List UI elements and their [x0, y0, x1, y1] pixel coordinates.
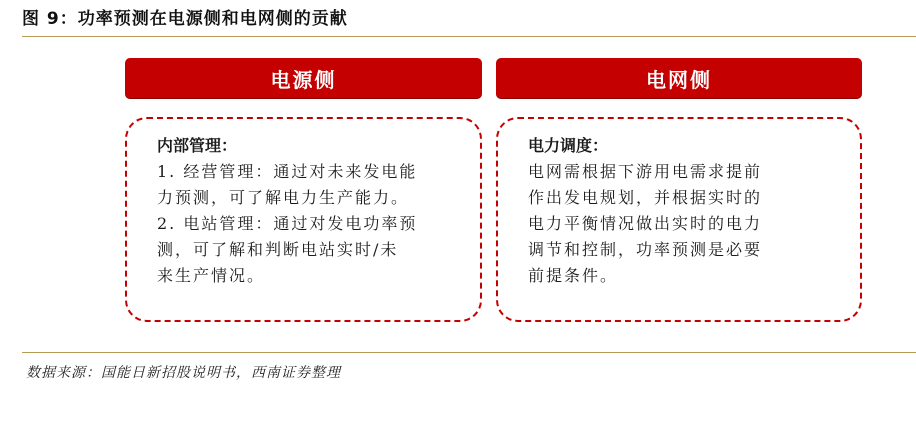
top-divider	[22, 36, 916, 37]
data-source-note: 数据来源：国能日新招股说明书，西南证券整理	[26, 365, 341, 381]
figure-title: 图 9：功率预测在电源侧和电网侧的贡献	[22, 9, 348, 29]
right-line-1: 电网需根据下游用电需求提前	[528, 162, 763, 181]
right-line-4: 调节和控制，功率预测是必要	[528, 240, 763, 259]
grid-side-box	[496, 117, 862, 322]
left-line-5: 来生产情况。	[157, 266, 266, 285]
power-source-side-header: 电源侧	[125, 58, 482, 98]
right-line-3: 电力平衡情况做出实时的电力	[528, 214, 763, 233]
power-dispatch-heading: 电力调度：	[528, 136, 609, 155]
power-source-side-box	[125, 117, 482, 322]
bottom-divider	[22, 352, 916, 353]
right-line-2: 作出发电规划，并根据实时的	[528, 188, 763, 207]
grid-side-header: 电网侧	[496, 58, 862, 98]
internal-management-heading: 内部管理：	[157, 136, 238, 155]
left-line-4: 测，可了解和判断电站实时/未	[157, 240, 399, 259]
left-line-1: 1. 经营管理：通过对未来发电能	[157, 162, 418, 181]
left-line-2: 力预测，可了解电力生产能力。	[157, 188, 410, 207]
left-line-3: 2. 电站管理：通过对发电功率预	[157, 214, 418, 233]
right-line-5: 前提条件。	[528, 266, 619, 285]
